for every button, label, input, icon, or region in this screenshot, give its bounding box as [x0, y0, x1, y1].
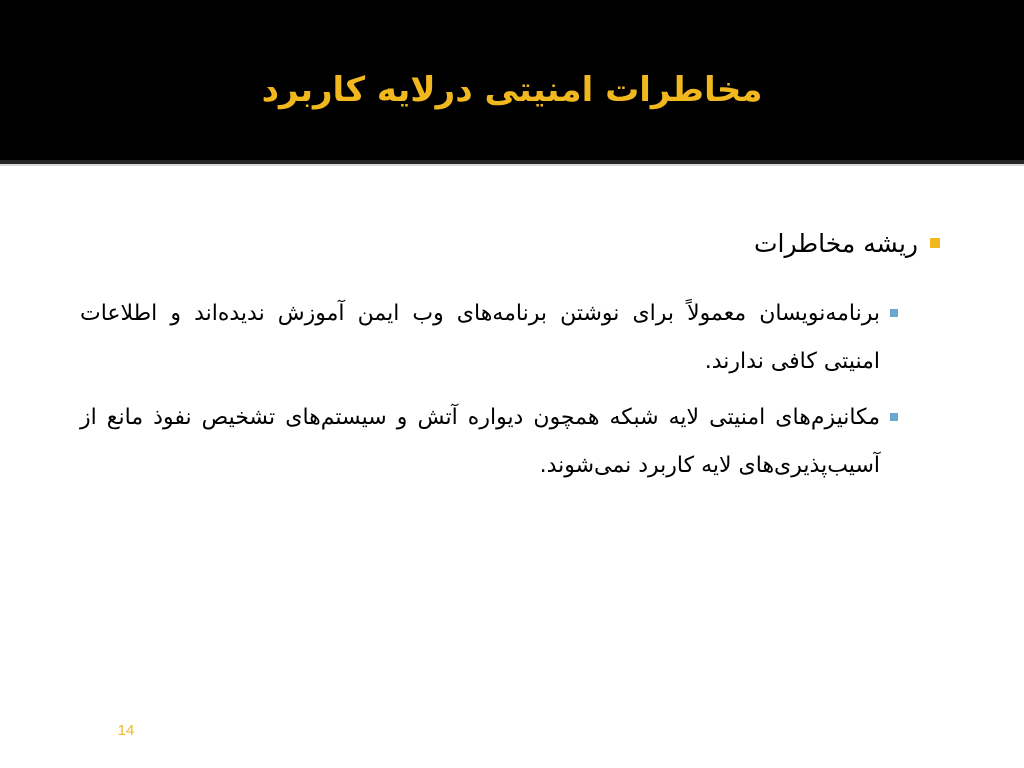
page-number: 14	[117, 722, 135, 739]
slide-title: مخاطرات امنیتی درلایه کاربرد	[261, 70, 763, 110]
bullet-item-text: مکانیزم‌های امنیتی لایه شبکه همچون دیواره آتش و سیستم‌های تشخیص نفوذ مانع از آسیب‌پذیری‌های لایه کاربرد نمی‌شوند.	[80, 405, 880, 478]
bullet-level1	[80, 220, 948, 268]
bullet-item-text: برنامه‌نویسان معمولاً برای نوشتن برنامه‌های وب ایمن آموزش ندیده‌اند و اطلاعات امنیتی کافی ندارند.	[80, 301, 880, 374]
bullet-level2	[80, 290, 916, 386]
square-bullet-icon	[930, 238, 940, 248]
slide-content	[80, 220, 948, 498]
title-divider-highlight	[0, 164, 1024, 166]
square-bullet-icon	[890, 309, 898, 317]
square-bullet-icon	[890, 413, 898, 421]
bullet-level2	[80, 394, 916, 490]
bullet-heading-text: ریشه مخاطرات	[753, 229, 918, 258]
